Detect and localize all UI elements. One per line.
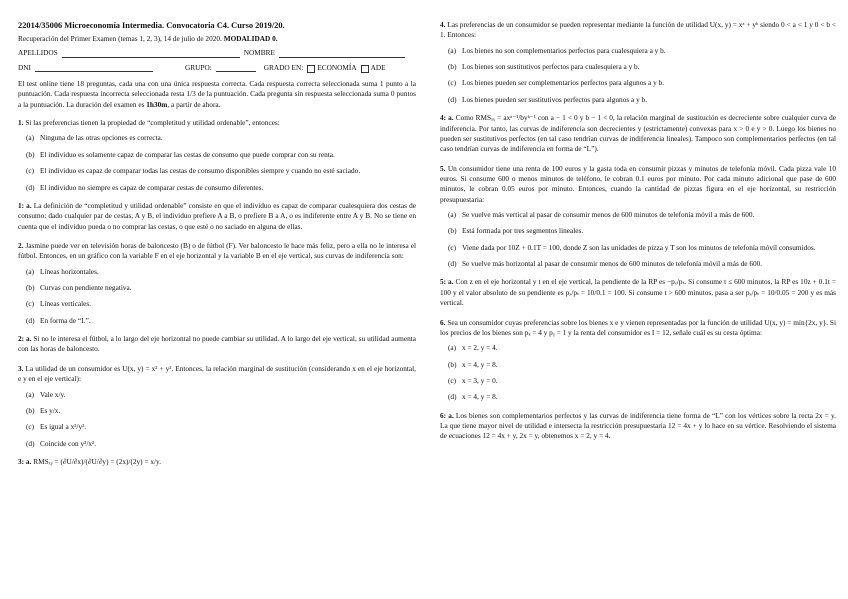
option-text: Se vuelve más horizontal al pasar de consumir menos de 600 minutos de telefonía móvil a más de 600.: [462, 259, 763, 269]
option-a[interactable]: [448, 210, 836, 220]
option-text: x = 4, y = 8.: [462, 392, 498, 402]
question-number: 6.: [440, 317, 446, 327]
question-4: [440, 20, 836, 41]
question-text: Las preferencias de un consumidor se pueden representar mediante la función de utilidad U(x, y) = xᵃ + yᵇ siendo 0 < a < 1 y 0 < b < 1. Entonces:: [440, 20, 836, 40]
option-text: Coincide con y²/x².: [40, 438, 97, 448]
economia-label: ECONOMÍA: [317, 62, 357, 72]
option-b[interactable]: [448, 226, 836, 236]
option-label: (d): [26, 182, 35, 192]
option-d[interactable]: [448, 95, 836, 105]
instructions-text: El test online tiene 18 preguntas, cada una con una única respuesta correcta. Cada respuesta correcta seleccionada suma 1 punto a la puntuación. Cada respuesta incorrecta seleccionada resta 1/3 de la puntuación. Cada pregunta sin respuesta seleccionada suma 0 puntos a la puntuación. La duración del examen es: [18, 79, 416, 109]
id-row: [18, 63, 416, 73]
nombre-label: NOMBRE: [243, 48, 275, 58]
option-a[interactable]: [448, 46, 836, 56]
option-text: x = 2, y = 4.: [462, 343, 498, 353]
option-c[interactable]: [26, 299, 416, 309]
exam-title: 22014/35006 Microeconomía Intermedia. Convocatoria C4. Curso 2019/20.: [18, 21, 285, 30]
option-label: (d): [448, 259, 457, 269]
option-text: Es igual a x²/y².: [40, 422, 87, 432]
question-2: [18, 241, 416, 262]
subtitle-text: Recuperación del Primer Examen (temas 1, 2, 3), 14 de julio de 2020.: [18, 33, 222, 43]
question-text: La utilidad de un consumidor es U(x, y) = x² + y². Entonces, la relación marginal de sustitución (considerando x en el eje horizontal, e y en el eje vertical):: [18, 363, 416, 384]
option-label: (c): [26, 299, 35, 309]
answer-number: 6: a.: [440, 410, 454, 420]
option-label: (b): [448, 359, 457, 369]
option-label: (c): [26, 166, 35, 176]
option-text: Viene dada por 10Z + 0.1T = 100, donde Z son las unidades de pizza y T son los minutos de telefonía móvil consumidos.: [462, 242, 816, 252]
answer-6: [440, 411, 836, 442]
option-label: (b): [448, 226, 457, 236]
ade-checkbox[interactable]: [361, 65, 369, 73]
option-label: (c): [26, 422, 35, 432]
answer-1: [18, 201, 416, 232]
option-a[interactable]: [26, 133, 416, 143]
option-label: (a): [26, 133, 35, 143]
option-label: (c): [448, 78, 457, 88]
option-text: Líneas horizontales.: [40, 266, 99, 276]
modalidad-label: MODALIDAD 0.: [223, 33, 278, 43]
answer-number: 4: a.: [440, 113, 454, 123]
answer-number: 2: a.: [18, 334, 32, 344]
answer-text: La definición de “completitud y utilidad ordenable” consiste en que el individuo es capaz de comparar cualesquiera dos cestas de consumo: dado cualquier par de cestas, A y B, el individuo prefiere A a B, o prefiere B a A, o es indiferente entre A y B. No se tiene en cuenta que el individuo pueda o no comprar las cestas, o que esté o no saciado en alguna de ellas.: [18, 200, 416, 231]
option-b[interactable]: [26, 150, 416, 160]
option-text: Los bienes son sustitutivos perfectos para cualesquiera a y b.: [462, 62, 640, 72]
name-row: [18, 48, 416, 58]
exam-duration: 1h30m: [146, 99, 168, 109]
option-label: (c): [448, 242, 457, 252]
option-a[interactable]: [26, 267, 416, 277]
option-label: (d): [26, 315, 35, 325]
option-b[interactable]: [448, 62, 836, 72]
option-label: (b): [26, 149, 35, 159]
option-d[interactable]: [26, 316, 416, 326]
answer-number: 1: a.: [18, 200, 32, 210]
option-text: Es y/x.: [40, 405, 61, 415]
dni-field[interactable]: [35, 63, 153, 72]
option-text: Los bienes no son complementarios perfectos para cualesquiera a y b.: [462, 45, 666, 55]
answer-number: 3: a.: [18, 456, 32, 466]
option-label: (c): [448, 375, 457, 385]
option-b[interactable]: [448, 360, 836, 370]
apellidos-label: APELLIDOS: [18, 48, 58, 58]
answer-text: RMSₓᵧ = (∂U/∂x)/(∂U/∂y) = (2x)/(2y) = x/y.: [33, 456, 162, 466]
option-text: Vale x/y.: [40, 389, 66, 399]
instructions-tail: , a partir de ahora.: [167, 99, 221, 109]
dni-label: DNI: [18, 62, 31, 72]
option-c[interactable]: [448, 78, 836, 88]
question-text: Jasmine puede ver en televisión horas de baloncesto (B) o de fútbol (F). Ver baloncesto le hace más feliz, pero a ella no le interesa el fútbol. Entonces, en un gráfico con la variable F en el eje horizontal y la variable B en el eje vertical, sus curvas de indiferencia son:: [18, 240, 416, 261]
option-c[interactable]: [448, 376, 836, 386]
option-text: Los bienes pueden ser complementarios perfectos para algunos a y b.: [462, 78, 665, 88]
question-number: 3.: [18, 363, 24, 373]
economia-checkbox[interactable]: [307, 65, 315, 73]
grupo-label: GRUPO:: [184, 62, 212, 72]
answer-4: [440, 113, 836, 154]
answer-5: [440, 277, 836, 308]
grado-label: GRADO EN:: [263, 62, 304, 72]
option-text: Está formada por tres segmentos lineales.: [462, 226, 584, 236]
question-text: Sea un consumidor cuyas preferencias sobre los bienes x e y vienen representadas por la función de utilidad U(x, y) = mín{2x, y}. Si los precios de los bienes son pₓ = 4 y pᵧ = 1 y la renta del consumidor es I = 12, señale cuál es su cesta óptima:: [440, 317, 836, 337]
option-text: Los bienes pueden ser sustitutivos perfectos para algunos a y b.: [462, 94, 648, 104]
question-5: [440, 164, 836, 205]
right-column: [440, 20, 836, 451]
option-label: (d): [448, 392, 457, 402]
option-text: El individuo no siempre es capaz de comparar cestas de consumo diferentes.: [40, 182, 264, 192]
option-d[interactable]: [26, 183, 416, 193]
option-text: x = 3, y = 0.: [462, 375, 498, 385]
option-a[interactable]: [448, 343, 836, 353]
option-a[interactable]: [26, 390, 416, 400]
question-1: [18, 118, 416, 128]
question-number: 4.: [440, 20, 446, 29]
option-label: (b): [448, 62, 457, 72]
option-text: Curvas con pendiente negativa.: [40, 283, 132, 293]
option-d[interactable]: [448, 392, 836, 402]
question-6: [440, 318, 836, 339]
answer-2: [18, 334, 416, 355]
answer-number: 5: a.: [440, 277, 454, 287]
question-number: 2.: [18, 240, 24, 250]
nombre-field[interactable]: [279, 49, 405, 58]
option-text: El individuo es capaz de comparar todas las cestas de consumo disponibles siempre y cuando no esté saciado.: [40, 166, 361, 176]
question-number: 5.: [440, 163, 446, 173]
answer-text: Los bienes son complementarios perfectos y las curvas de indiferencia tiene forma de “L” con los vértices sobre la recta 2x = y. La que tiene mayor nivel de utilidad e intersecta la restricción presupuestaria 12 = 4x + y lo hace en su vértice. Resolviendo el sistema de ecuaciones 12 = 4x + y, 2x = y, obtenemos x = 2, y = 4.: [440, 410, 836, 441]
question-3: [18, 364, 416, 385]
option-d[interactable]: [26, 439, 416, 449]
grupo-field[interactable]: [216, 63, 256, 72]
answer-3: [18, 457, 416, 467]
question-number: 1.: [18, 118, 24, 128]
option-label: (a): [26, 266, 35, 276]
question-text: Si las preferencias tienen la propiedad de “completitud y utilidad ordenable”, entonces:: [25, 118, 280, 128]
option-label: (b): [26, 283, 35, 293]
option-d[interactable]: [448, 259, 836, 269]
option-label: (a): [448, 210, 457, 220]
ade-label: ADE: [370, 62, 386, 72]
option-text: El individuo es solamente capaz de comparar las cestas de consumo que puede comprar con su renta.: [40, 149, 335, 159]
option-label: (b): [26, 405, 35, 415]
option-c[interactable]: [26, 422, 416, 432]
option-c[interactable]: [26, 166, 416, 176]
option-text: En forma de “L”.: [40, 315, 91, 325]
option-text: x = 4, y = 8.: [462, 359, 498, 369]
option-text: Ninguna de las otras opciones es correcta.: [40, 133, 163, 143]
option-label: (a): [26, 389, 35, 399]
answer-text: Como RMSₓᵧ = axᵃ⁻¹/byᵇ⁻¹ con a − 1 < 0 y b − 1 < 0, la relación marginal de sustitución es decreciente sobre cualquier curva de indiferencia. Por tanto, las curvas de indiferencia son decrecientes y (estrictamente) convexas para x > 0 e y > 0. Luego los bienes no pueden ser sustitutivos perfectos (en tal caso tendrían curvas de indiferencia lineales). Tampoco son complementarios perfectos (en tal caso tendrían curvas de indiferencia en forma de “L”).: [440, 113, 836, 154]
option-text: Líneas verticales.: [40, 299, 92, 309]
option-label: (a): [448, 45, 457, 55]
left-column: [18, 20, 416, 476]
option-label: (d): [448, 94, 457, 104]
exam-subtitle: [18, 34, 416, 44]
question-text: Un consumidor tiene una renta de 100 euros y la gasta toda en consumir pizzas y minutos de telefonía móvil. Cada pizza vale 10 euros. Si consume 600 o menos minutos de teléfono, le cobran 0.1 euros por minuto. Por cada minuto adicional que pase de 600 minutos, le cobran 0.05 euros por minuto. Entonces, cuando la cantidad de pizzas figura en el eje horizontal, su restricción presupuestaria:: [440, 163, 836, 204]
option-label: (a): [448, 343, 457, 353]
option-c[interactable]: [448, 243, 836, 253]
instructions: [18, 79, 416, 110]
answer-text: Con z en el eje horizontal y t en el eje vertical, la pendiente de la RP es −pₓ/pₜ. Si consume t ≤ 600 minutos, la RP es 10z + 0.1t = 100 y el valor absoluto de su pendiente es pₓ/pₜ = 10/0.1 = 100. Si consume t > 600 minutos, pasa a ser pₓ/pₜ = 10/0.05 = 200 y es más vertical.: [440, 277, 836, 308]
option-b[interactable]: [26, 406, 416, 416]
option-b[interactable]: [26, 283, 416, 293]
answer-text: Si no le interesa el fútbol, a lo largo del eje horizontal no puede cambiar su utilidad. A lo largo del eje vertical, su utilidad aumenta con las horas de baloncesto.: [18, 334, 416, 354]
option-label: (d): [26, 438, 35, 448]
apellidos-field[interactable]: [62, 49, 240, 58]
option-text: Se vuelve más vertical al pasar de consumir menos de 600 minutos de telefonía móvil a más de 600.: [462, 210, 755, 220]
